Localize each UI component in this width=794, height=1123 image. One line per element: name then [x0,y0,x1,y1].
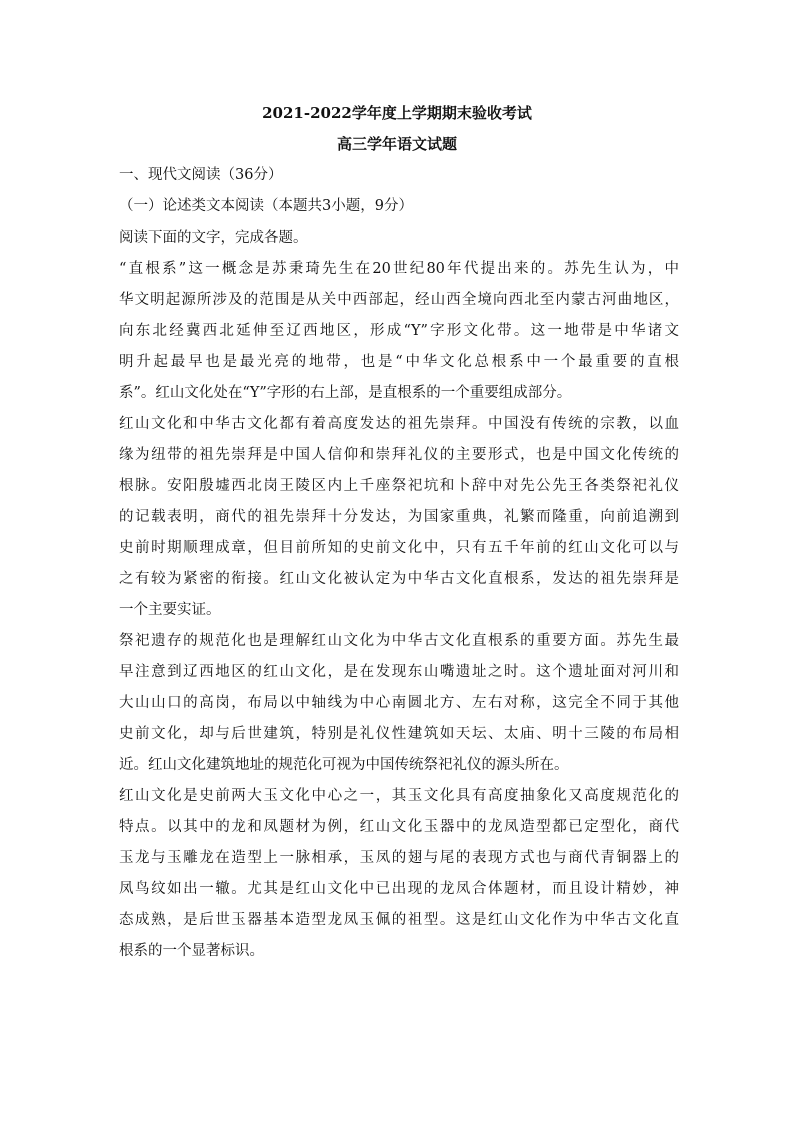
passage-line: 红山文化和中华古文化都有着高度发达的祖先崇拜。中国没有传统的宗教，以血 [119,416,679,432]
reading-instruction: 阅读下面的文字，完成各题。 [119,230,308,246]
passage-line: 的记载表明，商代的祖先崇拜十分发达，为国家重典，礼繁而隆重，向前追溯到 [119,509,679,525]
exam-subtitle: 高三学年语文试题 [336,135,457,153]
exam-title: 2021-2022学年度上学期期末验收考试 [262,104,532,122]
section-heading: 一、现代文阅读（36分） [119,167,283,183]
passage-line: 向东北经冀西北延伸至辽西地区，形成“Y”字形文化带。这一地带是中华诸文 [119,323,679,339]
passage-line: 凤鸟纹如出一辙。尤其是红山文化中已出现的龙凤合体题材，而且设计精妙，神 [119,881,679,897]
passage-line: 一个主要实证。 [119,602,221,618]
passage-line: 特点。以其中的龙和凤题材为例，红山文化玉器中的龙凤造型都已定型化，商代 [119,819,679,835]
passage-line: 缘为纽带的祖先崇拜是中国人信仰和崇拜礼仪的主要形式，也是中国文化传统的 [119,447,679,463]
passage-line: 祭祀遗存的规范化也是理解红山文化为中华古文化直根系的重要方面。苏先生最 [119,633,679,649]
passage-line: 华文明起源所涉及的范围是从关中西部起，经山西全境向西北至内蒙古河曲地区， [119,292,679,308]
passage-line: 近。红山文化建筑地址的规范化可视为中国传统祭祀礼仪的源头所在。 [119,757,569,773]
passage-line: 明升起最早也是最光亮的地带，也是“中华文化总根系中一个最重要的直根 [119,354,679,370]
passage-line: 史前时期顺理成章，但目前所知的史前文化中，只有五千年前的红山文化可以与 [119,540,679,556]
passage-line: 态成熟，是后世玉器基本造型龙凤玉佩的祖型。这是红山文化作为中华古文化直 [119,912,679,928]
passage-line: 根脉。安阳殷墟西北岗王陵区内上千座祭祀坑和卜辞中对先公先王各类祭祀礼仪 [119,478,679,494]
passage-line: 之有较为紧密的衔接。红山文化被认定为中华古文化直根系，发达的祖先崇拜是 [119,571,679,587]
passage-line: 系”。红山文化处在“Y”字形的右上部，是直根系的一个重要组成部分。 [119,385,572,401]
passage-line: 史前文化，却与后世建筑，特别是礼仪性建筑如天坛、太庙、明十三陵的布局相 [119,726,679,742]
passage-line: “直根系”这一概念是苏秉琦先生在20世纪80年代提出来的。苏先生认为，中 [119,261,679,277]
passage-line: 大山山口的高岗，布局以中轴线为中心南圆北方、左右对称，这完全不同于其他 [119,695,679,711]
passage-line: 玉龙与玉雕龙在造型上一脉相承，玉凤的翅与尾的表现方式也与商代青铜器上的 [119,850,679,866]
passage-line: 早注意到辽西地区的红山文化，是在发现东山嘴遗址之时。这个遗址面对河川和 [119,664,679,680]
passage-line: 红山文化是史前两大玉文化中心之一，其玉文化具有高度抽象化又高度规范化的 [119,788,679,804]
passage-line: 根系的一个显著标识。 [119,943,264,959]
section-subheading: （一）论述类文本阅读（本题共3小题，9分） [119,198,413,214]
